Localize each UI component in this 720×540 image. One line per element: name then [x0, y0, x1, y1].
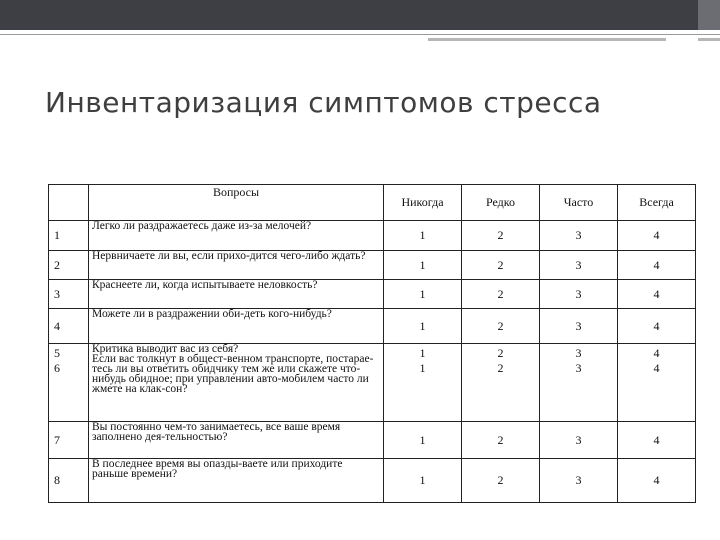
decor-rule-thick — [428, 38, 666, 41]
row-number: 2 — [49, 251, 89, 280]
question-text: В последнее время вы опазды-ваете или приходите раньше времени? — [89, 459, 384, 503]
answer-rarely[interactable]: 2 — [497, 346, 504, 360]
question-text: Краснеете ли, когда испытываете неловкость? — [89, 280, 384, 309]
answer-often-pair — [540, 344, 618, 422]
answer-rarely-pair — [462, 344, 540, 422]
decor-rule — [0, 34, 720, 35]
answer-rarely[interactable]: 2 — [462, 422, 540, 459]
answer-never[interactable]: 1 — [384, 459, 462, 503]
stress-symptoms-table — [48, 184, 696, 503]
question-text: Нервничаете ли вы, если прихо-дится чего-либо ждать? — [89, 251, 384, 280]
row-number: 4 — [49, 309, 89, 344]
answer-always[interactable]: 4 — [653, 346, 660, 360]
question-text-pair — [89, 344, 384, 422]
question-text: Легко ли раздражаетесь даже из-за мелочей? — [89, 221, 384, 251]
answer-always[interactable]: 4 — [618, 459, 696, 503]
header-questions: Вопросы — [89, 185, 384, 221]
answer-never[interactable]: 1 — [384, 251, 462, 280]
answer-rarely[interactable]: 2 — [462, 221, 540, 251]
answer-always[interactable]: 4 — [618, 309, 696, 344]
row-number-pair — [49, 344, 89, 422]
row-number: 5 — [54, 346, 60, 360]
answer-rarely[interactable]: 2 — [462, 309, 540, 344]
answer-never[interactable]: 1 — [384, 422, 462, 459]
page-title: Инвентаризация симптомов стресса — [45, 86, 602, 119]
answer-always[interactable]: 4 — [653, 361, 660, 375]
table-header-row — [49, 185, 696, 221]
row-number: 8 — [49, 459, 89, 503]
answer-never-pair — [384, 344, 462, 422]
table-row — [49, 251, 696, 280]
answer-often[interactable]: 3 — [540, 221, 618, 251]
decor-rule-thick-right — [698, 38, 720, 41]
row-number: 1 — [49, 221, 89, 251]
table-row-merged — [49, 344, 696, 422]
answer-often[interactable]: 3 — [540, 251, 618, 280]
top-decor-bar — [0, 0, 720, 30]
answer-always[interactable]: 4 — [618, 280, 696, 309]
header-often: Часто — [540, 185, 618, 221]
top-decor-accent — [698, 0, 720, 30]
answer-often[interactable]: 3 — [540, 280, 618, 309]
table-row — [49, 309, 696, 344]
answer-never[interactable]: 1 — [384, 309, 462, 344]
answer-always[interactable]: 4 — [618, 251, 696, 280]
answer-rarely[interactable]: 2 — [462, 459, 540, 503]
answer-often[interactable]: 3 — [575, 361, 582, 375]
answer-often[interactable]: 3 — [540, 309, 618, 344]
row-number: 7 — [49, 422, 89, 459]
header-num-cell — [49, 185, 89, 221]
answer-often[interactable]: 3 — [575, 346, 582, 360]
header-never: Никогда — [384, 185, 462, 221]
question-text: Критика выводит вас из себя? — [92, 343, 239, 355]
answer-always[interactable]: 4 — [618, 422, 696, 459]
answer-never[interactable]: 1 — [419, 361, 426, 375]
answer-rarely[interactable]: 2 — [462, 251, 540, 280]
row-number: 3 — [49, 280, 89, 309]
table-row — [49, 221, 696, 251]
table-row — [49, 422, 696, 459]
answer-always[interactable]: 4 — [618, 221, 696, 251]
question-text: Если вас толкнут в общест-венном транспорте, постарае-тесь ли вы ответить обидчику тем же или скажете что-нибудь обидное; при управлении авто-мобилем часто ли жмете на клак-сон? — [92, 353, 374, 395]
header-rarely: Редко — [462, 185, 540, 221]
table-row — [49, 280, 696, 309]
answer-often[interactable]: 3 — [540, 422, 618, 459]
answer-never[interactable]: 1 — [384, 221, 462, 251]
question-text: Вы постоянно чем-то занимаетесь, все ваше время заполнено дея-тельностью? — [89, 422, 384, 459]
answer-rarely[interactable]: 2 — [497, 361, 504, 375]
table-row — [49, 459, 696, 503]
answer-often[interactable]: 3 — [540, 459, 618, 503]
answer-always-pair — [618, 344, 696, 422]
answer-never[interactable]: 1 — [384, 280, 462, 309]
answer-never[interactable]: 1 — [419, 346, 426, 360]
row-number: 6 — [54, 361, 60, 375]
header-always: Всегда — [618, 185, 696, 221]
question-text: Можете ли в раздражении оби-деть кого-нибудь? — [89, 309, 384, 344]
answer-rarely[interactable]: 2 — [462, 280, 540, 309]
